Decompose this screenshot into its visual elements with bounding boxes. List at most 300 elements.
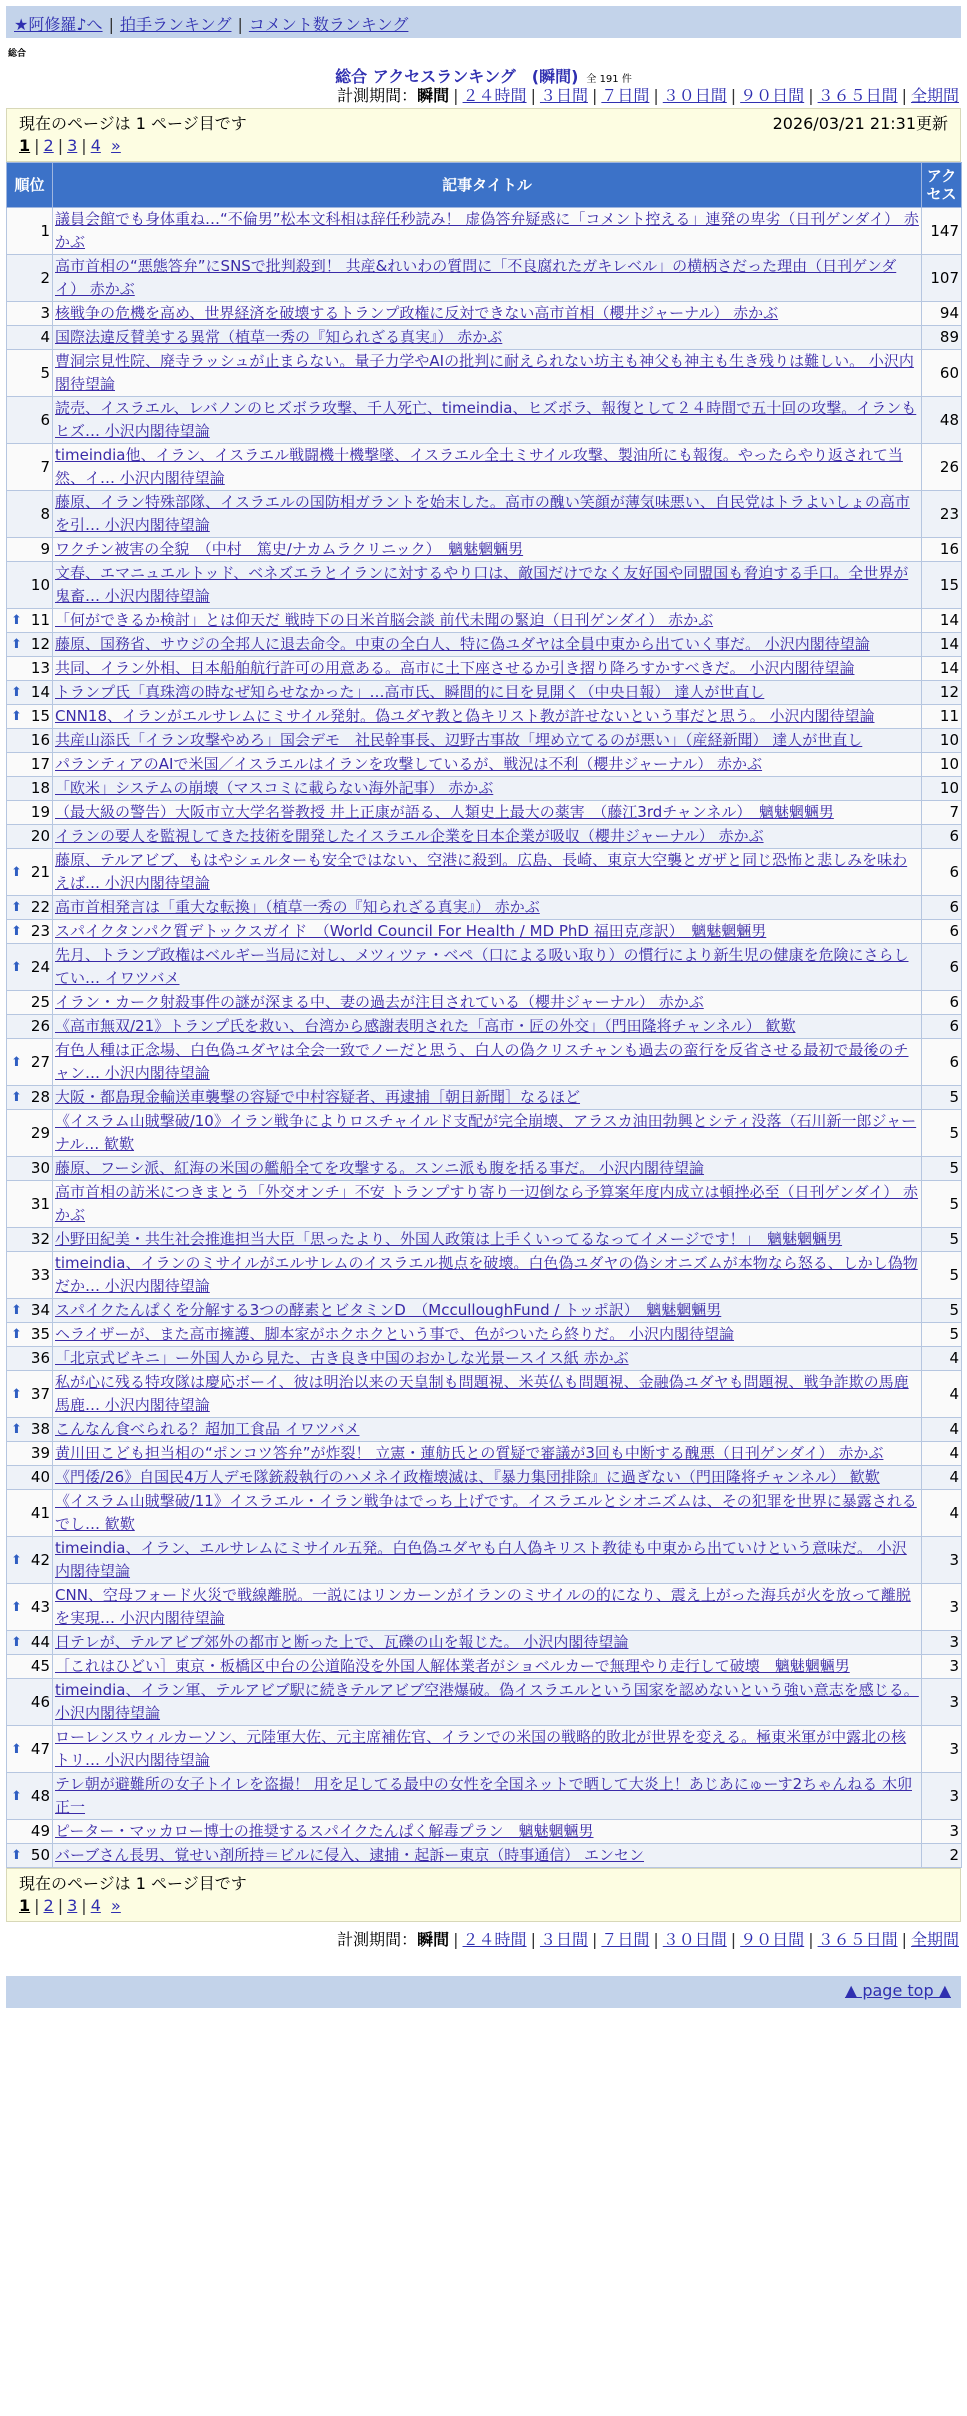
next-page-link[interactable]: » xyxy=(111,1896,121,1915)
article-title-link[interactable]: 高市首相の訪米につきまとう「外交オンチ」不安 トランプすり寄り一辺倒なら予算案年度内成立は頓挫必至（日刊ゲンダイ） 赤かぶ xyxy=(55,1183,919,1224)
arrow-up-icon: ⬆ xyxy=(11,613,22,628)
article-title-link[interactable]: 「北京式ビキニ」ー外国人から見た、古き良き中国のおかしな光景ースイス紙 赤かぶ xyxy=(55,1349,629,1367)
table-row xyxy=(7,1844,962,1868)
period-option-2[interactable]: ３日間 xyxy=(539,86,588,105)
rank-cell xyxy=(7,1820,53,1844)
period-option-6[interactable]: ３６５日間 xyxy=(817,1930,898,1949)
title-cell xyxy=(53,705,922,729)
title-cell xyxy=(53,1228,922,1252)
article-title-link[interactable]: 《高市無双/21》トランプ氏を救い、台湾から感謝表明された「高市・匠の外交」（門田隆将チャンネル） 歓歎 xyxy=(55,1017,796,1035)
table-row xyxy=(7,1773,962,1820)
title-cell xyxy=(53,801,922,825)
period-separator: | xyxy=(453,86,459,105)
page-link-3[interactable]: 3 xyxy=(67,1896,78,1915)
period-separator: | xyxy=(591,1930,598,1949)
access-count: 5 xyxy=(922,1252,962,1299)
period-option-5[interactable]: ９０日間 xyxy=(740,86,805,105)
rank-cell xyxy=(7,538,53,562)
article-title-link[interactable]: 《イスラム山賊撃破/11》イスラエル・イラン戦争はでっち上げです。イスラエルとシオニズムは、その犯罪を世界に暴露されるでし… 歓歎 xyxy=(55,1492,917,1533)
title-cell xyxy=(53,1015,922,1039)
pager-top xyxy=(6,108,961,162)
rank-number: 14 xyxy=(30,683,50,701)
rank-cell xyxy=(7,1418,53,1442)
title-cell xyxy=(53,1157,922,1181)
article-title-link[interactable]: 有色人種は正念場、白色偽ユダヤは全会一致でノーだと思う、白人の偽クリスチャンも過去の蛮行を反省させる最初で最後のチャン… 小沢内閣待望論 xyxy=(55,1041,909,1082)
arrow-up-icon: ⬆ xyxy=(11,1848,22,1863)
arrow-up-icon: ⬆ xyxy=(11,1741,22,1757)
article-title-link[interactable]: 《イスラム山賊撃破/10》イラン戦争によりロスチャイルド支配が完全崩壊、アラスカ油田勃興とシティ没落（石川新一郎ジャーナル… 歓歎 xyxy=(55,1112,917,1153)
article-title-link[interactable]: 藤原、国務省、サウジの全邦人に退去命令。中東の全白人、特に偽ユダヤは全員中東から出ていく事だ。 小沢内閣待望論 xyxy=(55,635,870,653)
table-row xyxy=(7,1466,962,1490)
table-row xyxy=(7,1323,962,1347)
access-count: 3 xyxy=(922,1820,962,1844)
rank-number: 25 xyxy=(30,993,50,1011)
period-separator: | xyxy=(808,1930,814,1949)
period-option-7[interactable]: 全期間 xyxy=(910,86,959,105)
article-title-link[interactable]: スパイクタンパク質デトックスガイド （World Council For Health / MD PhD 福田克彦訳） 魑魅魍魎男 xyxy=(55,922,767,940)
rank-cell xyxy=(7,1466,53,1490)
rank-number: 6 xyxy=(40,410,50,429)
footer-bar xyxy=(6,1976,961,2008)
rank-cell xyxy=(7,302,53,326)
article-title-link[interactable]: 私が心に残る特攻隊は慶応ボーイ、彼は明治以来の天皇制も問題視、米英仏も問題視、金融偽ユダヤも問題視、戦争詐欺の馬鹿馬鹿… 小沢内閣待望論 xyxy=(55,1373,909,1414)
table-row xyxy=(7,1679,962,1726)
access-count: 89 xyxy=(922,326,962,350)
rank-cell xyxy=(7,1631,53,1655)
rank-cell xyxy=(7,825,53,849)
rank-number: 30 xyxy=(30,1159,50,1177)
article-title-link[interactable]: 黄川田こども担当相の“ポンコツ答弁”が炸裂！ 立憲・蓮舫氏との質疑で審議が3回も中断する醜悪（日刊ゲンダイ） 赤かぶ xyxy=(55,1444,884,1462)
access-count: 6 xyxy=(922,849,962,896)
arrow-up-icon: ⬆ xyxy=(11,1422,22,1437)
arrow-up-icon: ⬆ xyxy=(11,1552,22,1568)
rank-number: 31 xyxy=(30,1194,50,1213)
title-cell xyxy=(53,1466,922,1490)
period-option-2[interactable]: ３日間 xyxy=(539,1930,588,1949)
period-option-1[interactable]: ２４時間 xyxy=(462,1930,527,1949)
period-option-5[interactable]: ９０日間 xyxy=(740,1930,805,1949)
rank-cell xyxy=(7,633,53,657)
rank-number: 33 xyxy=(30,1265,50,1284)
access-count: 4 xyxy=(922,1371,962,1418)
title-cell xyxy=(53,729,922,753)
table-row xyxy=(7,1537,962,1584)
article-title-link[interactable]: 藤原、イラン特殊部隊、イスラエルの国防相ガラントを始末した。高市の醜い笑顔が薄気味悪い、自民党はトラよいしょの高市を引… 小沢内閣待望論 xyxy=(55,493,910,534)
period-option-1[interactable]: ２４時間 xyxy=(462,86,527,105)
table-row xyxy=(7,753,962,777)
pager-bottom xyxy=(6,1868,961,1922)
period-option-7[interactable]: 全期間 xyxy=(910,1930,959,1949)
access-count: 6 xyxy=(922,920,962,944)
access-count: 4 xyxy=(922,1442,962,1466)
table-row xyxy=(7,326,962,350)
rank-cell xyxy=(7,991,53,1015)
article-title-link[interactable]: バーブさん長男、覚せい剤所持＝ビルに侵入、逮捕・起訴ー東京（時事通信） エンセン xyxy=(55,1846,645,1864)
rank-number: 8 xyxy=(40,504,50,523)
title-cell xyxy=(53,444,922,491)
rank-cell xyxy=(7,1490,53,1537)
rank-cell xyxy=(7,777,53,801)
title-cell xyxy=(53,1490,922,1537)
rank-cell xyxy=(7,1039,53,1086)
page-title: 総合 アクセスランキング (瞬間) xyxy=(335,67,579,86)
rank-cell xyxy=(7,1228,53,1252)
rank-number: 10 xyxy=(30,575,50,594)
title-cell xyxy=(53,1537,922,1584)
table-row xyxy=(7,849,962,896)
page-link-2[interactable]: 2 xyxy=(43,136,54,155)
rank-cell xyxy=(7,729,53,753)
access-count: 3 xyxy=(922,1537,962,1584)
table-row xyxy=(7,1252,962,1299)
article-title-link[interactable]: 議員会館でも身体重ね…“不倫男”松本文科相は辞任秒読み！ 虚偽答弁疑惑に「コメント控える」連発の卑劣（日刊ゲンダイ） 赤かぶ xyxy=(55,210,919,251)
title-cell xyxy=(53,1820,922,1844)
arrow-up-icon: ⬆ xyxy=(11,1327,22,1342)
title-cell xyxy=(53,1584,922,1631)
article-title-link[interactable]: こんなん食べられる？超加工食品 イワツバメ xyxy=(55,1420,360,1438)
access-count: 4 xyxy=(922,1347,962,1371)
article-title-link[interactable]: CNN、空母フォード火災で戦線離脱。一説にはリンカーンがイランのミサイルの的になり、震え上がった海兵が火を放って離脱を実現… 小沢内閣待望論 xyxy=(55,1586,911,1627)
rank-cell xyxy=(7,1347,53,1371)
rank-number: 1 xyxy=(40,221,50,240)
article-title-link[interactable]: スパイクたんぱくを分解する3つの酵素とビタミンD （McculloughFund / トッポ訳） 魑魅魍魎男 xyxy=(55,1301,722,1319)
arrow-up-icon: ⬆ xyxy=(11,1054,22,1070)
period-selector-bottom xyxy=(0,1928,967,1952)
next-page-link[interactable]: » xyxy=(111,136,121,155)
title-cell xyxy=(53,1039,922,1086)
table-row xyxy=(7,562,962,609)
table-row xyxy=(7,944,962,991)
header-title: 記事タイトル xyxy=(53,163,922,208)
article-title-link[interactable]: timeindia、イランのミサイルがエルサレムのイスラエル拠点を破壊。白色偽ユダヤの偽シオニズムが本物なら怒る、しかし偽物だか… 小沢内閣待望論 xyxy=(55,1254,918,1295)
pager-status-row xyxy=(19,1873,948,1895)
title-cell xyxy=(53,1086,922,1110)
article-title-link[interactable]: timeindia、イラン軍、テルアビブ駅に続きテルアビブ空港爆破。偽イスラエルという国家を認めないという強い意志を感じる。 小沢内閣待望論 xyxy=(55,1681,919,1722)
rank-number: 48 xyxy=(30,1786,50,1805)
rank-cell xyxy=(7,1773,53,1820)
access-count: 5 xyxy=(922,1157,962,1181)
access-count: 14 xyxy=(922,657,962,681)
article-title-link[interactable]: 読売、イスラエル、レバノンのヒズボラ攻撃、千人死亡、timeindia、ヒズボラ、報復として２４時間で五十回の攻撃。イランもヒズ… 小沢内閣待望論 xyxy=(55,399,917,440)
rank-cell xyxy=(7,444,53,491)
access-count: 23 xyxy=(922,491,962,538)
rank-number: 20 xyxy=(30,827,50,845)
article-title-link[interactable]: 大阪・都島現金輸送車襲撃の容疑で中村容疑者、再逮捕［朝日新聞］なるほど xyxy=(55,1088,581,1106)
title-cell xyxy=(53,397,922,444)
rank-cell xyxy=(7,801,53,825)
period-bottom-label: 計測期間： xyxy=(337,1930,418,1949)
article-title-link[interactable]: ワクチン被害の全貌 （中村 篤史/ナカムラクリニック） 魑魅魍魎男 xyxy=(55,540,524,558)
article-title-link[interactable]: 先月、トランプ政権はベルギー当局に対し、メツィツァ・ベペ（口による吸い取り）の慣行により新生児の健康を危険にさらしてい… イワツバメ xyxy=(55,946,909,987)
title-cell xyxy=(53,944,922,991)
rank-cell xyxy=(7,753,53,777)
access-count: 2 xyxy=(922,1844,962,1868)
access-count: 26 xyxy=(922,444,962,491)
rank-number: 12 xyxy=(30,635,50,653)
rank-number: 23 xyxy=(30,922,50,940)
table-row xyxy=(7,1631,962,1655)
nav-link-asyura[interactable]: ★阿修羅♪へ xyxy=(14,15,103,34)
page-link-1: 1 xyxy=(19,136,31,155)
title-cell xyxy=(53,991,922,1015)
arrow-up-icon: ⬆ xyxy=(11,1386,22,1402)
rank-number: 37 xyxy=(30,1384,50,1403)
arrow-up-icon: ⬆ xyxy=(11,924,22,939)
article-title-link[interactable]: 国際法違反賛美する異常（植草一秀の『知られざる真実』） 赤かぶ xyxy=(55,328,503,346)
rank-cell xyxy=(7,1679,53,1726)
rank-number: 32 xyxy=(30,1230,50,1248)
rank-number: 4 xyxy=(40,328,50,346)
updated-timestamp: 2026/03/21 21:31更新 xyxy=(772,114,948,133)
article-title-link[interactable]: テレ朝が避難所の女子トイレを盗撮！ 用を足してる最中の女性を全国ネットで晒して大炎上！あじあにゅーす2ちゃんねる 木卯正一 xyxy=(55,1775,912,1816)
rank-number: 3 xyxy=(40,304,50,322)
page-separator: | xyxy=(57,1896,64,1915)
top-nav xyxy=(6,6,961,38)
nav-link-comment-ranking[interactable]: コメント数ランキング xyxy=(248,15,409,34)
rank-number: 18 xyxy=(30,779,50,797)
rank-cell xyxy=(7,1323,53,1347)
rank-cell xyxy=(7,1086,53,1110)
rank-number: 41 xyxy=(30,1503,50,1522)
rank-cell xyxy=(7,896,53,920)
rank-cell xyxy=(7,1726,53,1773)
period-option-4[interactable]: ３０日間 xyxy=(662,1930,727,1949)
article-title-link[interactable]: 藤原、テルアビブ、もはやシェルターも安全ではない、空港に殺到。広島、長崎、東京大空襲とガザと同じ恐怖と悲しみを味わえば… 小沢内閣待望論 xyxy=(55,851,908,892)
title-cell xyxy=(53,326,922,350)
article-title-link[interactable]: 藤原、フーシ派、紅海の米国の艦船全てを攻撃する。スンニ派も腹を括る事だ。 小沢内閣待望論 xyxy=(55,1159,705,1177)
rank-cell xyxy=(7,562,53,609)
article-title-link[interactable]: イラン・カーク射殺事件の謎が深まる中、妻の過去が注目されている（櫻井ジャーナル） 赤かぶ xyxy=(55,993,704,1011)
rank-number: 45 xyxy=(30,1657,50,1675)
period-option-3[interactable]: ７日間 xyxy=(601,86,650,105)
rank-cell xyxy=(7,1299,53,1323)
access-count: 5 xyxy=(922,1299,962,1323)
title-cell xyxy=(53,491,922,538)
rank-cell xyxy=(7,657,53,681)
rank-cell xyxy=(7,491,53,538)
rank-number: 34 xyxy=(30,1301,50,1319)
article-title-link[interactable]: ［これはひどい］東京・板橋区中台の公道陥没を外国人解体業者がショベルカーで無理やり走行して破壊 魑魅魍魎男 xyxy=(55,1657,850,1675)
rank-number: 35 xyxy=(30,1325,50,1343)
access-count: 14 xyxy=(922,633,962,657)
table-row xyxy=(7,1015,962,1039)
period-separator: | xyxy=(730,1930,737,1949)
table-row xyxy=(7,991,962,1015)
arrow-up-icon: ⬆ xyxy=(11,1303,22,1318)
table-row xyxy=(7,1110,962,1157)
nav-link-clap-ranking[interactable]: 拍手ランキング xyxy=(119,15,232,34)
article-title-link[interactable]: timeindia他、イラン、イスラエル戦闘機十機撃墜、イスラエル全土ミサイル攻撃、製油所にも報復。やったらやり返されて当然、イ… 小沢内閣待望論 xyxy=(55,446,903,487)
period-option-6[interactable]: ３６５日間 xyxy=(817,86,898,105)
rank-number: 36 xyxy=(30,1349,50,1367)
table-row xyxy=(7,705,962,729)
access-count: 5 xyxy=(922,1228,962,1252)
page-link-3[interactable]: 3 xyxy=(67,136,78,155)
article-title-link[interactable]: 日テレが、テルアビブ郊外の都市と断った上で、瓦礫の山を報じた。 小沢内閣待望論 xyxy=(55,1633,629,1651)
page-link-4[interactable]: 4 xyxy=(90,1896,101,1915)
rank-cell xyxy=(7,920,53,944)
title-cell xyxy=(53,350,922,397)
title-cell xyxy=(53,920,922,944)
rank-number: 43 xyxy=(30,1597,50,1616)
rank-cell xyxy=(7,609,53,633)
ranking-table xyxy=(6,162,962,1868)
page-separator: | xyxy=(81,1896,87,1915)
title-cell xyxy=(53,681,922,705)
table-row xyxy=(7,1655,962,1679)
page-link-2[interactable]: 2 xyxy=(43,1896,54,1915)
arrow-up-icon: ⬆ xyxy=(11,900,22,915)
page-link-4[interactable]: 4 xyxy=(90,136,101,155)
period-option-0: 瞬間 xyxy=(417,86,450,105)
rank-number: 2 xyxy=(40,268,50,287)
page-link-1: 1 xyxy=(19,1896,31,1915)
rank-number: 40 xyxy=(30,1468,50,1486)
access-count: 10 xyxy=(922,753,962,777)
title-cell xyxy=(53,609,922,633)
rank-number: 49 xyxy=(30,1822,50,1840)
article-title-link[interactable]: トランプ氏「真珠湾の時なぜ知らせなかった」…高市氏、瞬間的に目を見開く（中央日報） 達人が世直し xyxy=(55,683,765,701)
table-row xyxy=(7,1418,962,1442)
access-count: 6 xyxy=(922,825,962,849)
access-count: 6 xyxy=(922,896,962,920)
current-page-text: 現在のページは 1 ページ目です xyxy=(19,1874,247,1893)
rank-number: 27 xyxy=(30,1052,50,1071)
rank-number: 19 xyxy=(30,803,50,821)
period-option-0: 瞬間 xyxy=(417,1930,450,1949)
period-option-4[interactable]: ３０日間 xyxy=(662,86,727,105)
article-title-link[interactable]: 高市首相の“悪態答弁”にSNSで批判殺到！ 共産&れいわの質問に「不良腐れたガキレベル」の横柄さだった理由（日刊ゲンダイ） 赤かぶ xyxy=(55,257,897,298)
rank-cell xyxy=(7,1442,53,1466)
article-title-link[interactable]: （最大級の警告）大阪市立大学名誉教授 井上正康が語る、人類史上最大の薬害 （藤江3rdチャンネル） 魑魅魍魎男 xyxy=(55,803,834,821)
table-row xyxy=(7,1086,962,1110)
article-title-link[interactable]: 小野田紀美・共生社会推進担当大臣「思ったより、外国人政策は上手くいってるなってイメージです！」 魑魅魍魎男 xyxy=(55,1230,843,1248)
title-cell xyxy=(53,777,922,801)
title-cell xyxy=(53,1323,922,1347)
total-count: 全 191 件 xyxy=(586,74,632,85)
article-title-link[interactable]: 共同、イラン外相、日本船舶航行許可の用意ある。高市に土下座させるか引き摺り降ろすかすべきだ。 小沢内閣待望論 xyxy=(55,659,855,677)
article-title-link[interactable]: イランの要人を監視してきた技術を開発したイスラエル企業を日本企業が吸収（櫻井ジャーナル） 赤かぶ xyxy=(55,827,764,845)
rank-cell xyxy=(7,326,53,350)
rank-cell xyxy=(7,1584,53,1631)
table-row xyxy=(7,1228,962,1252)
rank-number: 26 xyxy=(30,1017,50,1035)
access-count: 94 xyxy=(922,302,962,326)
article-title-link[interactable]: 「欧米」システムの崩壊（マスコミに載らない海外記事） 赤かぶ xyxy=(55,779,494,797)
access-count: 3 xyxy=(922,1584,962,1631)
table-row xyxy=(7,1371,962,1418)
title-cell xyxy=(53,538,922,562)
rank-number: 13 xyxy=(30,659,50,677)
access-count: 48 xyxy=(922,397,962,444)
period-option-3[interactable]: ７日間 xyxy=(601,1930,650,1949)
access-count: 5 xyxy=(922,1110,962,1157)
rank-cell xyxy=(7,1252,53,1299)
access-count: 5 xyxy=(922,1323,962,1347)
arrow-up-icon: ⬆ xyxy=(11,864,22,880)
table-row xyxy=(7,491,962,538)
table-row xyxy=(7,633,962,657)
rank-number: 24 xyxy=(30,957,50,976)
article-title-link[interactable]: 共産山添氏「イラン攻撃やめろ」国会デモ 社民幹事長、辺野古事故「埋め立てるのが悪い」（産経新聞） 達人が世直し xyxy=(55,731,863,749)
title-cell xyxy=(53,1844,922,1868)
rank-number: 15 xyxy=(30,707,50,725)
access-count: 6 xyxy=(922,1039,962,1086)
rank-number: 42 xyxy=(30,1550,50,1569)
rank-cell xyxy=(7,397,53,444)
title-cell xyxy=(53,1773,922,1820)
arrow-up-icon: ⬆ xyxy=(11,1599,22,1615)
rank-number: 11 xyxy=(30,611,50,629)
table-row xyxy=(7,1584,962,1631)
current-page-text: 現在のページは 1 ページ目です xyxy=(19,114,247,133)
rank-cell xyxy=(7,1157,53,1181)
page-top-link[interactable]: ▲ page top ▲ xyxy=(844,1981,951,2000)
period-separator: | xyxy=(453,1930,459,1949)
article-title-link[interactable]: パランティアのAIで米国／イスラエルはイランを攻撃しているが、戦況は不利（櫻井ジャーナル） 赤かぶ xyxy=(55,755,763,773)
article-title-link[interactable]: timeindia、イラン、エルサレムにミサイル五発。白色偽ユダヤも白人偽キリスト教徒も中東から出ていけという意味だ。 小沢内閣待望論 xyxy=(55,1539,907,1580)
rank-number: 17 xyxy=(30,755,50,773)
article-title-link[interactable]: ヘライザーが、また高市擁護、脚本家がホクホクという事で、色がついたら終りだ。 小沢内閣待望論 xyxy=(55,1325,735,1343)
article-title-link[interactable]: 《門倭/26》自国民4万人デモ隊銃殺執行のハメネイ政権壊滅は、『暴力集団排除』に過ぎない（門田隆将チャンネル） 歓歎 xyxy=(55,1468,880,1486)
table-row xyxy=(7,1299,962,1323)
rank-number: 16 xyxy=(30,731,50,749)
table-row xyxy=(7,1039,962,1086)
title-cell xyxy=(53,825,922,849)
table-row xyxy=(7,1442,962,1466)
title-cell xyxy=(53,562,922,609)
title-cell xyxy=(53,1726,922,1773)
table-row xyxy=(7,208,962,255)
access-count: 147 xyxy=(922,208,962,255)
article-title-link[interactable]: 文春、エマニュエルトッド、ベネズエラとイランに対するやり口は、敵国だけでなく友好国や同盟国も脅迫する手口。全世界が鬼畜… 小沢内閣待望論 xyxy=(55,564,909,605)
access-count: 3 xyxy=(922,1631,962,1655)
article-title-link[interactable]: 曹洞宗見性院、廃寺ラッシュが止まらない。量子力学やAIの批判に耐えられない坊主も神父も神主も生き残りは難しい。 小沢内閣待望論 xyxy=(55,352,914,393)
table-row xyxy=(7,1157,962,1181)
article-title-link[interactable]: 「何ができるか検討」とは仰天だ 戦時下の日米首脳会談 前代未聞の緊迫（日刊ゲンダイ） 赤かぶ xyxy=(55,611,714,629)
access-count: 11 xyxy=(922,705,962,729)
access-count: 6 xyxy=(922,991,962,1015)
article-title-link[interactable]: ピーター・マッカロー博士の推奨するスパイクたんぱく解毒プラン 魑魅魍魎男 xyxy=(55,1822,594,1840)
table-row xyxy=(7,538,962,562)
rank-number: 9 xyxy=(40,540,50,558)
period-top-label: 計測期間： xyxy=(337,86,418,105)
title-cell xyxy=(53,1252,922,1299)
article-title-link[interactable]: 高市首相発言は「重大な転換」（植草一秀の『知られざる真実』） 赤かぶ xyxy=(55,898,540,916)
article-title-link[interactable]: ローレンスウィルカーソン、元陸軍大佐、元主席補佐官、イランでの米国の戦略的敗北が世界を変える。極東米軍が中露北の核トリ… 小沢内閣待望論 xyxy=(55,1728,907,1769)
access-count: 12 xyxy=(922,681,962,705)
period-separator: | xyxy=(730,86,737,105)
title-cell xyxy=(53,255,922,302)
article-title-link[interactable]: CNN18、イランがエルサレムにミサイル発射。偽ユダヤ教と偽キリスト教が許せないという事だと思う。 小沢内閣待望論 xyxy=(55,707,875,725)
article-title-link[interactable]: 核戦争の危機を高め、世界経済を破壊するトランプ政権に反対できない高市首相（櫻井ジャーナル） 赤かぶ xyxy=(55,304,779,322)
nav-separator: | xyxy=(237,15,243,34)
access-count: 4 xyxy=(922,1418,962,1442)
rank-number: 21 xyxy=(30,862,50,881)
page-links xyxy=(19,135,948,157)
rank-number: 5 xyxy=(40,363,50,382)
access-count: 3 xyxy=(922,1655,962,1679)
arrow-up-icon: ⬆ xyxy=(11,685,22,700)
title-cell xyxy=(53,657,922,681)
access-count: 15 xyxy=(922,562,962,609)
table-row xyxy=(7,1181,962,1228)
rank-cell xyxy=(7,944,53,991)
section-label: 総合 xyxy=(8,49,27,59)
period-separator: | xyxy=(808,86,814,105)
rank-cell xyxy=(7,255,53,302)
table-row xyxy=(7,1726,962,1773)
